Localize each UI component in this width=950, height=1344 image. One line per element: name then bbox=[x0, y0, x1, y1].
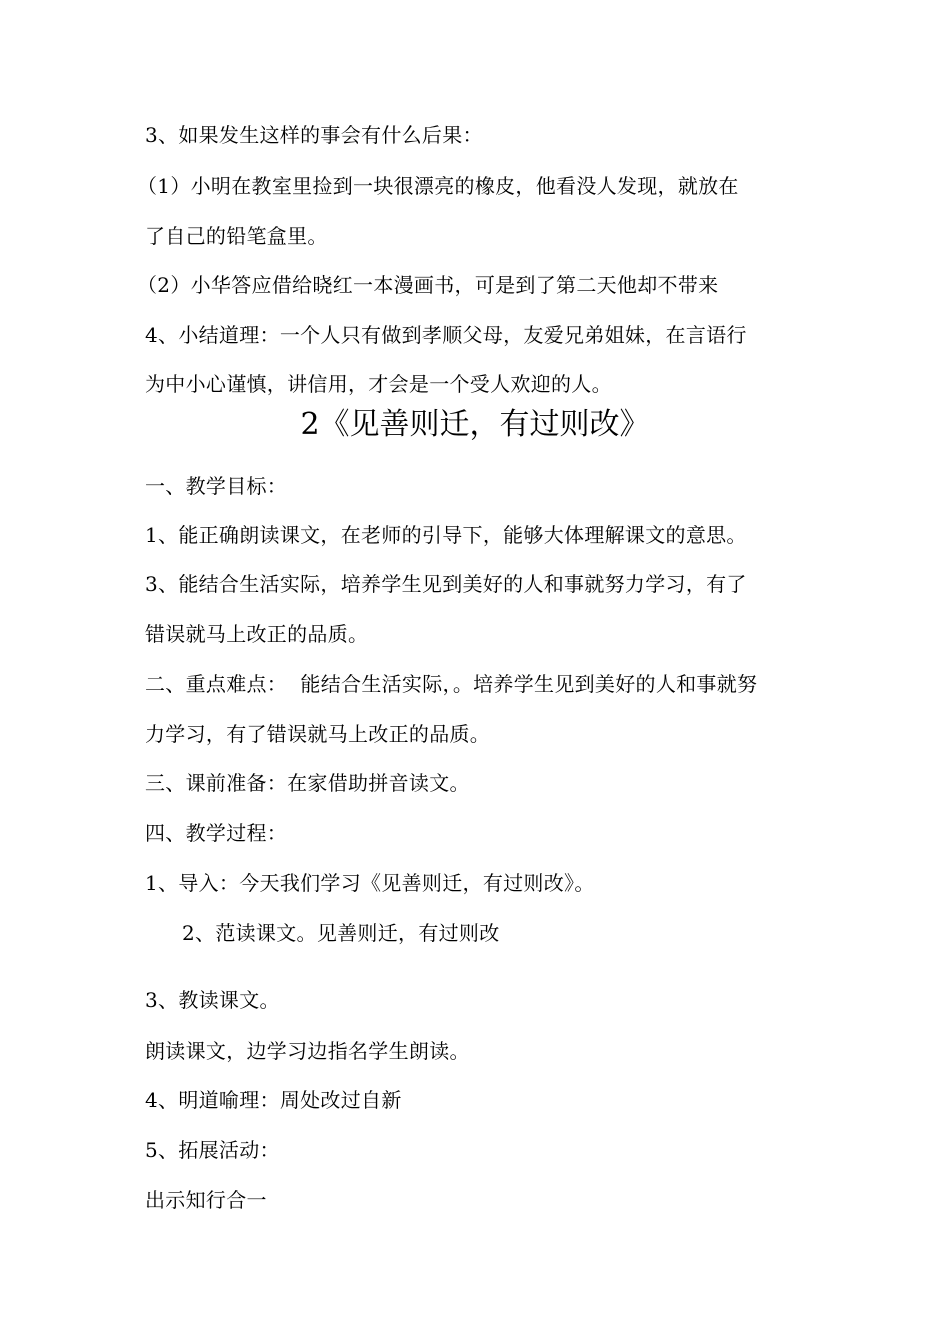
step-2: 2、范读课文。见善则迁，有过则改 bbox=[182, 921, 500, 945]
goals-heading: 一、教学目标： bbox=[145, 474, 288, 498]
preparation: 三、课前准备：在家借助拼音读文。 bbox=[145, 771, 470, 795]
case1-line2: 了自己的铅笔盒里。 bbox=[145, 224, 328, 248]
goal-3-line1: 3、能结合生活实际，培养学生见到美好的人和事就努力学习，有了 bbox=[145, 572, 747, 596]
goal-1: 1、能正确朗读课文，在老师的引导下，能够大体理解课文的意思。 bbox=[145, 523, 747, 547]
key-points-line1: 二、重点难点： 能结合生活实际，。培养学生见到美好的人和事就努 bbox=[145, 672, 758, 696]
process-heading: 四、教学过程： bbox=[145, 821, 288, 845]
key-points-line2: 力学习，有了错误就马上改正的品质。 bbox=[145, 722, 491, 746]
step-3: 3、教读课文。 bbox=[145, 988, 280, 1012]
goal-3-line2: 错误就马上改正的品质。 bbox=[145, 622, 369, 646]
step-1: 1、导入：今天我们学习《见善则迁，有过则改》。 bbox=[145, 871, 595, 895]
step-5: 5、拓展活动： bbox=[145, 1138, 280, 1162]
step-4: 4、明道喻理：周处改过自新 bbox=[145, 1088, 402, 1112]
item3-heading: 3、如果发生这样的事会有什么后果： bbox=[145, 123, 483, 147]
lesson-title: 2《见善则迁，有过则改》 bbox=[300, 407, 650, 442]
summary-line1: 4、小结道理：一个人只有做到孝顺父母，友爱兄弟姐妹，在言语行 bbox=[145, 323, 747, 347]
case2-text: （2）小华答应借给晓红一本漫画书，可是到了第二天他却不带来 bbox=[137, 273, 719, 297]
summary-line2: 为中小心谨慎，讲信用，才会是一个受人欢迎的人。 bbox=[145, 372, 612, 396]
step-3-detail: 朗读课文，边学习边指名学生朗读。 bbox=[145, 1039, 470, 1063]
case1-line1: （1）小明在教室里捡到一块很漂亮的橡皮，他看没人发现，就放在 bbox=[137, 174, 739, 198]
step-5-detail: 出示知行合一 bbox=[145, 1188, 267, 1212]
